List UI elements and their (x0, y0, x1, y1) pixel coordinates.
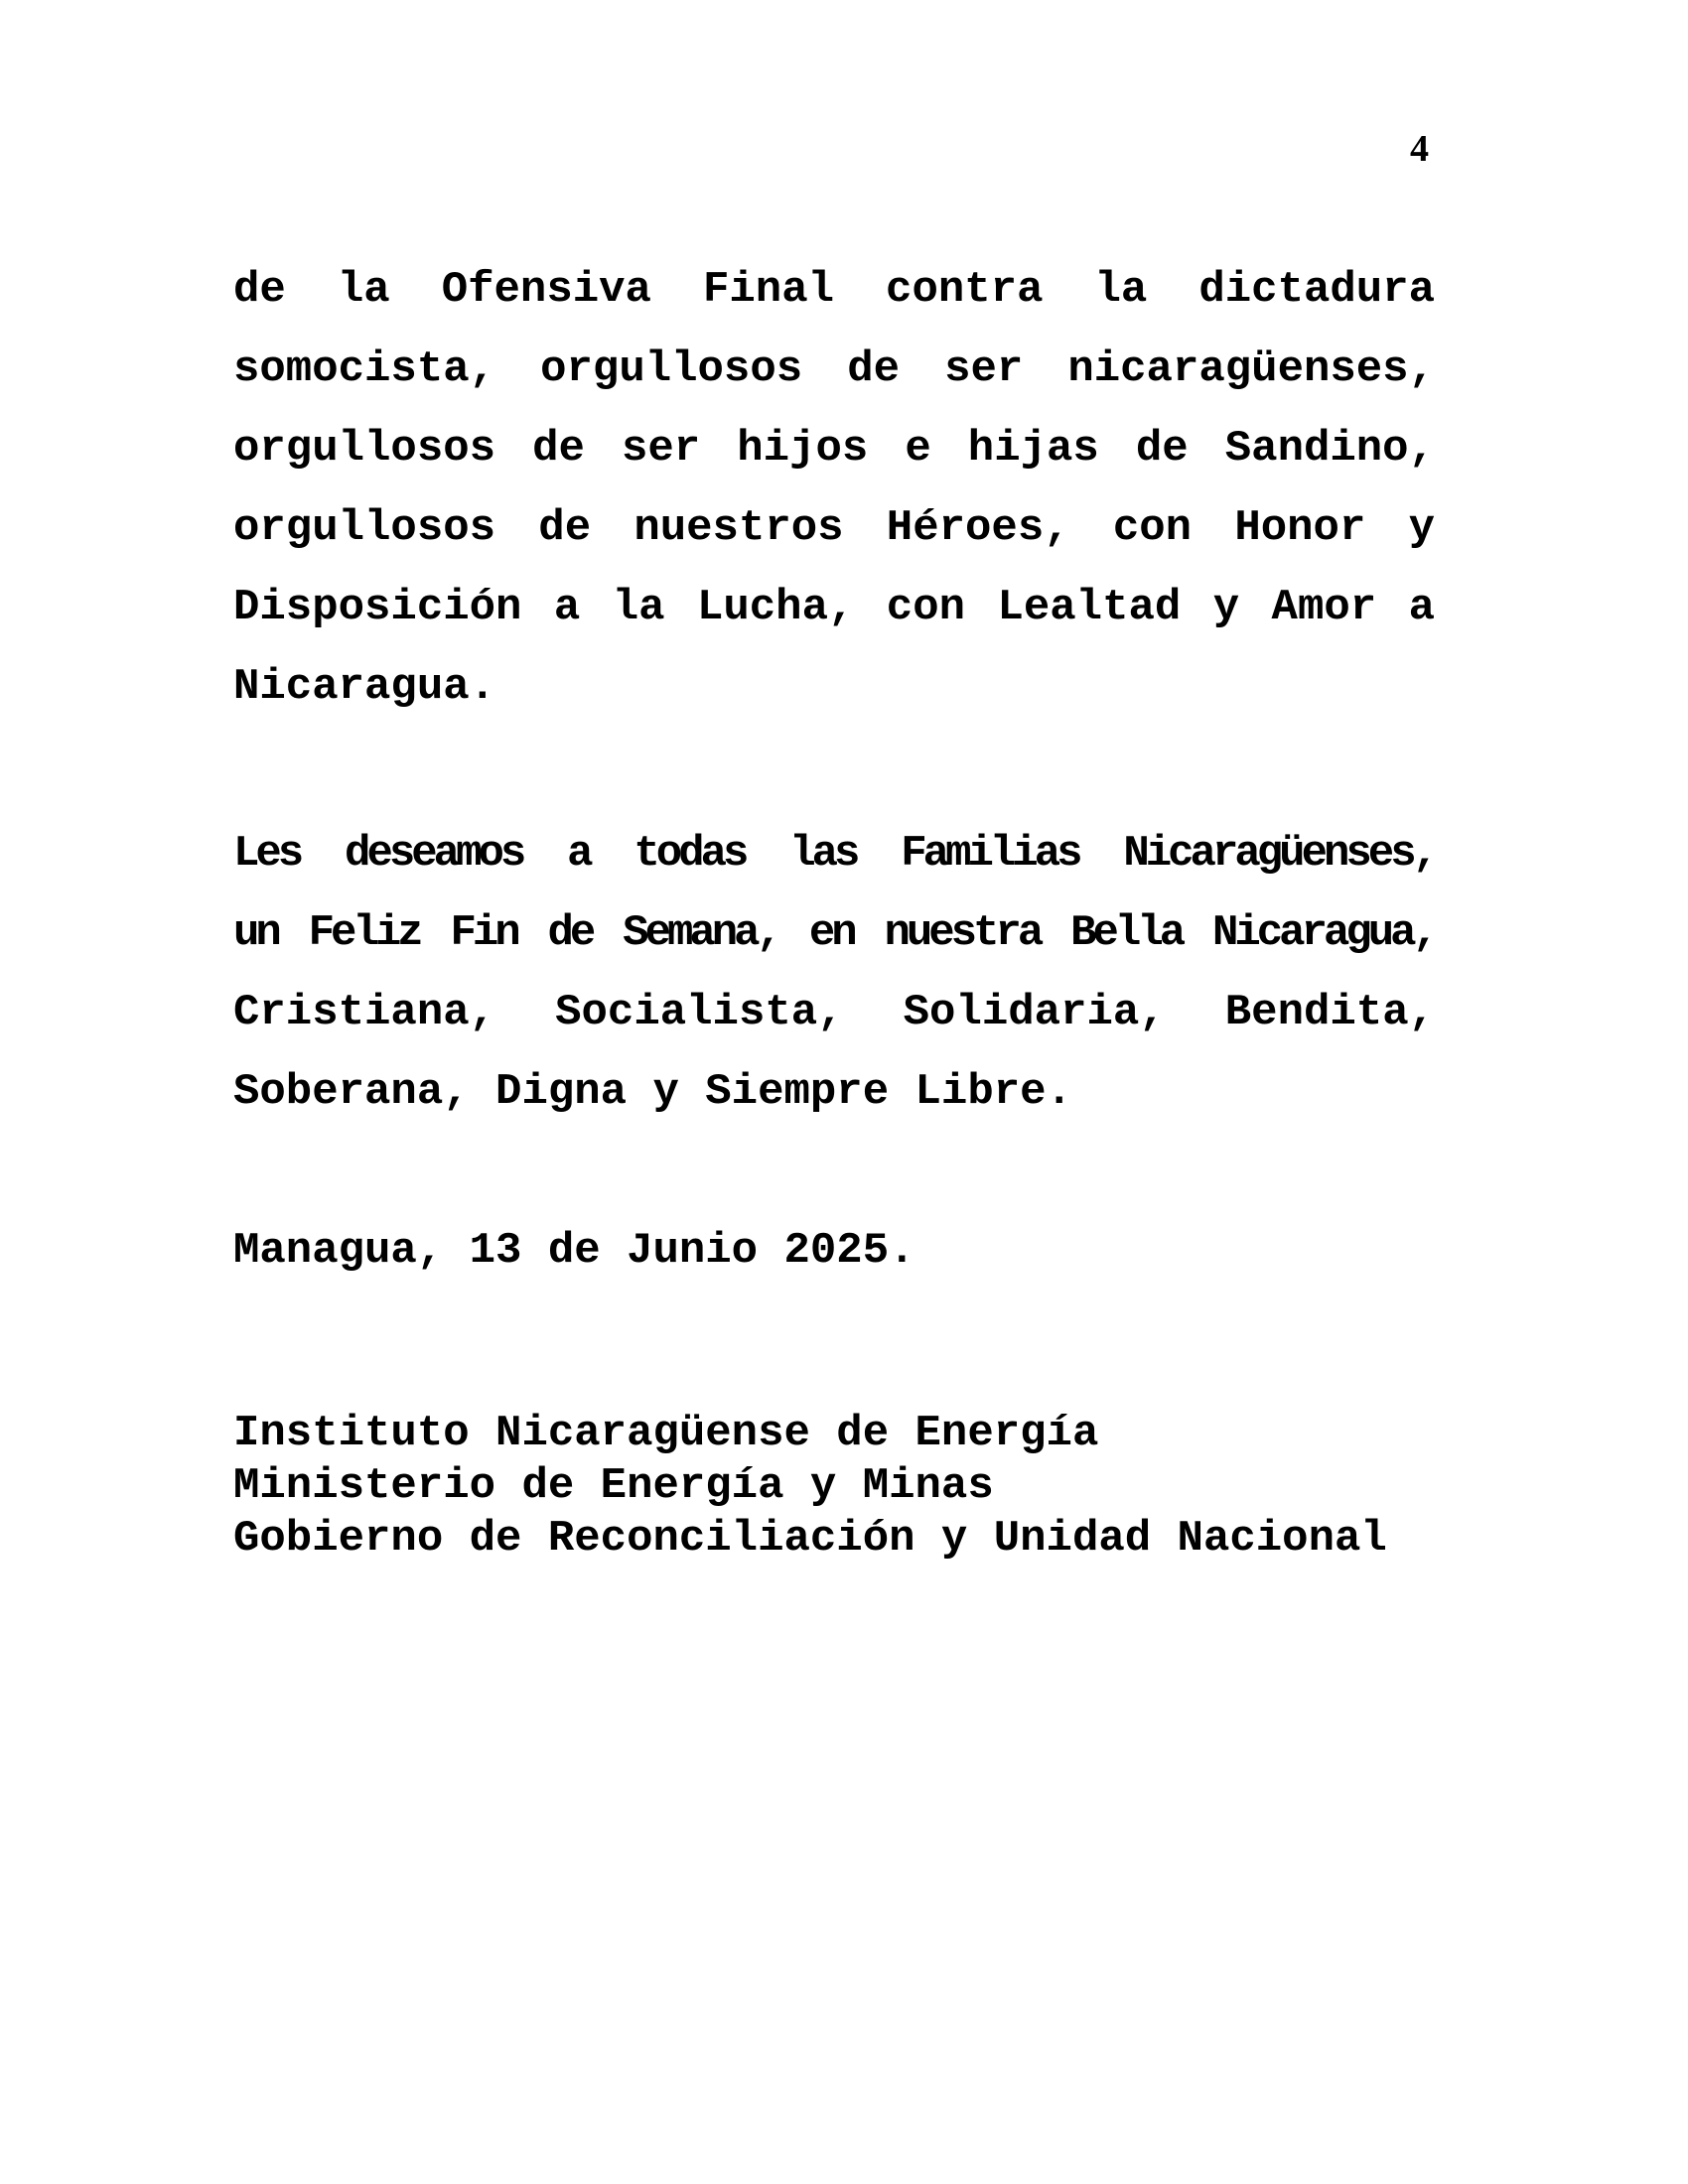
dateline-text: Managua, 13 de Junio 2025. (233, 1226, 915, 1276)
paragraph-2 (233, 814, 1435, 1132)
paragraph-line: Nicaragua. (233, 662, 496, 712)
paragraph-gap (233, 1291, 1435, 1408)
page-number: 4 (1410, 128, 1429, 170)
paragraph-gap (233, 727, 1435, 814)
paragraph-line: de la Ofensiva Final contra la dictadura (233, 265, 1435, 315)
paragraph-line: Disposición a la Lucha, con Lealtad y Amor a (233, 583, 1435, 632)
signature-block (233, 1408, 1435, 1566)
paragraph-line: orgullosos de ser hijos e hijas de Sandino, (233, 424, 1435, 474)
document-body (233, 250, 1435, 1566)
paragraph-line: Cristiana, Socialista, Solidaria, Bendita, (233, 988, 1435, 1037)
signature-line: Ministerio de Energía y Minas (233, 1461, 994, 1511)
paragraph-line: somocista, orgullosos de ser nicaragüenses, (233, 344, 1435, 394)
signature-line: Instituto Nicaragüense de Energía (233, 1409, 1099, 1458)
paragraph-line: Soberana, Digna y Siempre Libre. (233, 1067, 1072, 1117)
paragraph-line: un Feliz Fin de Semana, en nuestra Bella Nicaragua, (233, 908, 1435, 958)
paragraph-1 (233, 250, 1435, 727)
paragraph-line: Les deseamos a todas las Familias Nicaragüenses, (233, 829, 1435, 879)
paragraph-gap (233, 1132, 1435, 1211)
paragraph-line: orgullosos de nuestros Héroes, con Honor y (233, 503, 1435, 553)
dateline (233, 1211, 1435, 1291)
signature-line: Gobierno de Reconciliación y Unidad Nacional (233, 1514, 1387, 1564)
